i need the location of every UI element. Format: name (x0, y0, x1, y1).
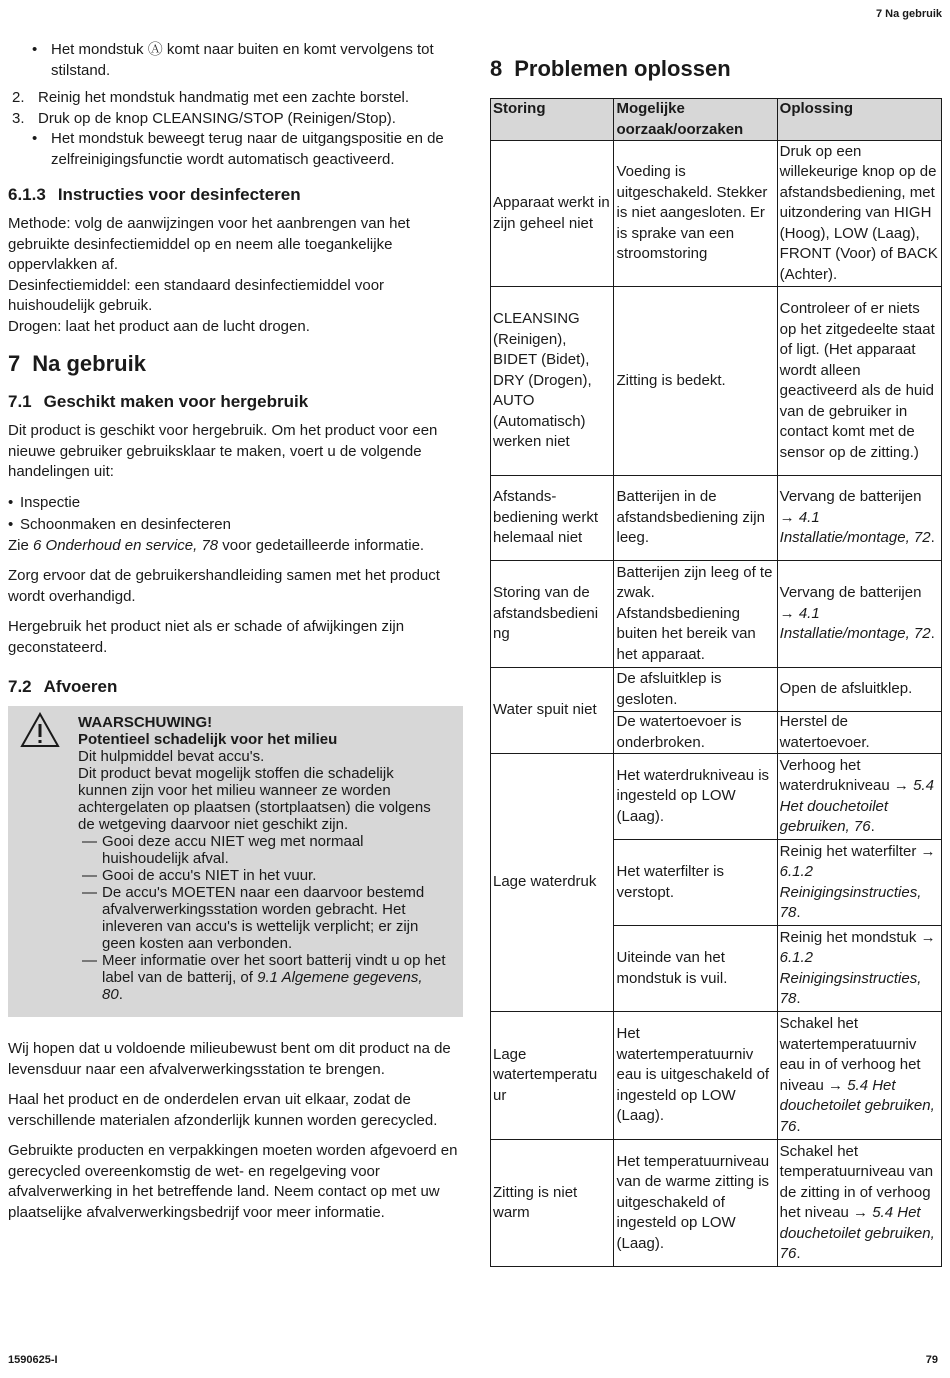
cross-reference-link[interactable]: 4.1 Installatie/montage, 72 (779, 508, 931, 547)
chapter-heading-7: 7 Na gebruik (8, 351, 146, 376)
warning-text: Dit product bevat mogelijk stoffen die schadelijk kunnen zijn voor het milieu wanneer ze worden achtergelaten op plaatsen (stortplaatsen) die volgens de wetgeving daarvoor niet geschikt zijn. (78, 765, 431, 833)
solution-cell: Druk op een willekeurige knop op de afstandsbediening, met uitzondering van HIGH (Hoog), LOW (Laag), FRONT (Voor) of BACK (Achter). (777, 141, 941, 287)
cause-cell: Het waterdrukniveau is ingesteld op LOW (Laag). (614, 754, 777, 840)
list-item (8, 88, 463, 109)
warning-text: Dit hulpmiddel bevat accu's. (78, 748, 265, 765)
table-row (491, 1140, 942, 1267)
list-item: • Inspectie (8, 493, 463, 514)
paragraph: Desinfectiemiddel: een standaard desinfectiemiddel voor huishoudelijk gebruik. (8, 276, 385, 314)
cross-reference-link[interactable]: 6.1.2 Reinigingsinstructies, 78 (779, 863, 922, 921)
list-item: — Gooi de accu's NIET in het vuur. (78, 867, 447, 884)
paragraph: Methode: volg de aanwijzingen voor het aanbrengen van het gebruikte desinfectiemiddel op en neem alle toegankelijke oppervlakken af. (8, 215, 410, 273)
column-header: Storing (491, 99, 614, 141)
solution-cell: Schakel het temperatuurniveau van de zitting in of verhoog het niveau → 5.4 Het douchetoilet gebruiken, 76. (777, 1140, 941, 1267)
fault-cell: Apparaat werkt in zijn geheel niet (491, 141, 614, 287)
warning-list (78, 833, 447, 1003)
paragraph: Haal het product en de onderdelen ervan uit elkaar, zodat de verschillende materialen afzonderlijk kunnen worden gerecycled. (8, 1091, 438, 1129)
column-header: Mogelijke oorzaak/oorzaken (614, 99, 777, 141)
chapter-heading-8: 8 Problemen oplossen (490, 56, 731, 81)
fault-cell: Lage waterdruk (491, 754, 614, 1012)
paragraph: Drogen: laat het product aan de lucht drogen. (8, 317, 310, 335)
reuse-bullets (8, 493, 463, 536)
fault-cell: Lage watertemperatu ur (491, 1012, 614, 1140)
list-item: • Schoonmaken en desinfecteren (8, 515, 463, 536)
paragraph: Zorg ervoor dat de gebruikershandleiding samen met het product wordt overhandigd. (8, 567, 440, 605)
cause-cell: Uiteinde van het mondstuk is vuil. (614, 926, 777, 1012)
list-item: — De accu's MOETEN naar een daarvoor bestemd afvalverwerkingsstation worden gebracht. Het inleveren van accu's is wettelijk verplicht; er zijn geen kosten aan verbonden. (78, 884, 447, 952)
fault-cell: Storing van de afstandsbedieni ng (491, 561, 614, 668)
table-row (491, 561, 942, 668)
list-item: • Het mondstuk Ⓐ komt naar buiten en komt vervolgens tot stilstand. (8, 40, 463, 81)
document-id: 1590625-I (8, 1354, 58, 1366)
fault-cell: Zitting is niet warm (491, 1140, 614, 1267)
cause-cell: De watertoevoer is onderbroken. (614, 712, 777, 754)
step-number: 2. (12, 89, 25, 106)
solution-cell: Vervang de batterijen → 4.1 Installatie/montage, 72. (777, 476, 941, 561)
cross-reference-link[interactable]: 4.1 Installatie/montage, 72 (779, 604, 931, 643)
table-row (491, 141, 942, 287)
cross-reference-link[interactable]: 9.1 Algemene gegevens, 80 (102, 969, 423, 1003)
solution-cell: Vervang de batterijen → 4.1 Installatie/montage, 72. (777, 561, 941, 668)
list-item: — Meer informatie over het soort batterij vindt u op het label van de batterij, of 9.1 Algemene gegevens, 80. (78, 952, 447, 1003)
table-row (491, 287, 942, 476)
disinfect-instructions (8, 214, 463, 337)
solution-cell: Controleer of er niets op het zitgedeelte staat of ligt. (Het apparaat wordt alleen geactiveerd als de huid van de gebruiker in contact komt met de sensor op de zitting.) (777, 287, 941, 476)
cross-reference-link[interactable]: 5.4 Het douchetoilet gebruiken, 76 (779, 777, 934, 835)
solution-cell: Schakel het watertemperatuurniv eau in of verhoog het niveau → 5.4 Het douchetoilet gebruiken, 76. (777, 1012, 941, 1140)
cause-cell: Het watertemperatuurniv eau is uitgeschakeld of ingesteld op LOW (Laag). (614, 1012, 777, 1140)
cause-cell: Zitting is bedekt. (614, 287, 777, 476)
cross-reference-link[interactable]: 6.1.2 Reinigingsinstructies, 78 (779, 949, 922, 1007)
section-heading-6-1-3: 6.1.3 Instructies voor desinfecteren (8, 185, 301, 204)
warning-box (8, 706, 463, 1017)
section-heading-7-1: 7.1 Geschikt maken voor hergebruik (8, 392, 309, 411)
solution-cell: Open de afsluitklep. (777, 668, 941, 712)
step-text: Reinig het mondstuk handmatig met een zachte borstel. (38, 89, 410, 106)
list-item (8, 109, 463, 130)
warning-title: WAARSCHUWING! (78, 714, 213, 731)
cause-cell: Voeding is uitgeschakeld. Stekker is niet aangesloten. Er is sprake van een stroomstoring (614, 141, 777, 287)
table-row (491, 476, 942, 561)
step-number: 3. (12, 109, 25, 127)
section-heading-7-2: 7.2 Afvoeren (8, 677, 118, 696)
fault-cell: CLEANSING (Reinigen), BIDET (Bidet), DRY (Drogen), AUTO (Automatisch) werken niet (491, 287, 614, 476)
table-row (491, 754, 942, 840)
cross-reference-link[interactable]: 5.4 Het douchetoilet gebruiken, 76 (779, 1204, 935, 1262)
cross-reference-link[interactable]: 6 Onderhoud en service, 78 (33, 536, 219, 554)
table-header-row (491, 99, 942, 141)
solution-cell: Reinig het mondstuk → 6.1.2 Reinigingsinstructies, 78. (777, 926, 941, 1012)
cause-cell: De afsluitklep is gesloten. (614, 668, 777, 712)
page-number: 79 (925, 1354, 938, 1366)
troubleshooting-table (490, 98, 942, 1267)
steps-list (8, 88, 463, 129)
solution-cell: Herstel de watertoevoer. (777, 712, 941, 754)
fault-cell: Water spuit niet (491, 668, 614, 754)
paragraph: Hergebruik het product niet als er schade of afwijkingen zijn geconstateerd. (8, 618, 405, 656)
step3-bullets (8, 129, 463, 170)
paragraph-reference: Zie 6 Onderhoud en service, 78 voor gedetailleerde informatie. (8, 536, 425, 554)
cause-cell: Het waterfilter is verstopt. (614, 840, 777, 926)
left-column (8, 40, 463, 1233)
list-item: — Gooi deze accu NIET weg met normaal huishoudelijk afval. (78, 833, 447, 867)
warning-subtitle: Potentieel schadelijk voor het milieu (78, 731, 338, 748)
paragraph: Dit product is geschikt voor hergebruik. Om het product voor een nieuwe gebruiker gebruiksklaar te maken, voert u de volgende handelingen uit: (8, 422, 438, 480)
table-row (491, 668, 942, 712)
solution-cell: Reinig het waterfilter → 6.1.2 Reinigingsinstructies, 78. (777, 840, 941, 926)
cause-cell: Batterijen in de afstandsbediening zijn leeg. (614, 476, 777, 561)
solution-cell: Verhoog het waterdrukniveau → 5.4 Het douchetoilet gebruiken, 76. (777, 754, 941, 840)
fault-cell: Afstands-bediening werkt helemaal niet (491, 476, 614, 561)
paragraph: Wij hopen dat u voldoende milieubewust bent om dit product na de levensduur naar een afvalverwerkingsstation te brengen. (8, 1040, 451, 1078)
running-header: 7 Na gebruik (875, 8, 942, 20)
cause-cell: Het temperatuurniveau van de warme zitting is uitgeschakeld of ingesteld op LOW (Laag). (614, 1140, 777, 1267)
right-column (490, 56, 942, 1267)
step1-bullets (8, 40, 463, 81)
cause-cell: Batterijen zijn leeg of te zwak. Afstandsbediening buiten het bereik van het apparaat. (614, 561, 777, 668)
column-header: Oplossing (777, 99, 941, 141)
paragraph: Gebruikte producten en verpakkingen moeten worden afgevoerd en gerecycled overeenkomstig de wet- en regelgeving voor afvalverwerking in het betreffende land. Neem contact op met uw plaatselijke afvalverwerkingsbedrijf voor meer informatie. (8, 1142, 458, 1221)
list-item: • Het mondstuk beweegt terug naar de uitgangspositie en de zelfreinigingsfunctie wordt automatisch geactiveerd. (8, 129, 463, 170)
step-text: Druk op de knop CLEANSING/STOP (Reinigen/Stop). (38, 109, 396, 127)
cross-reference-link[interactable]: 5.4 Het douchetoilet gebruiken, 76 (779, 1076, 935, 1135)
table-row (491, 1012, 942, 1140)
warning-triangle-icon (20, 712, 60, 752)
